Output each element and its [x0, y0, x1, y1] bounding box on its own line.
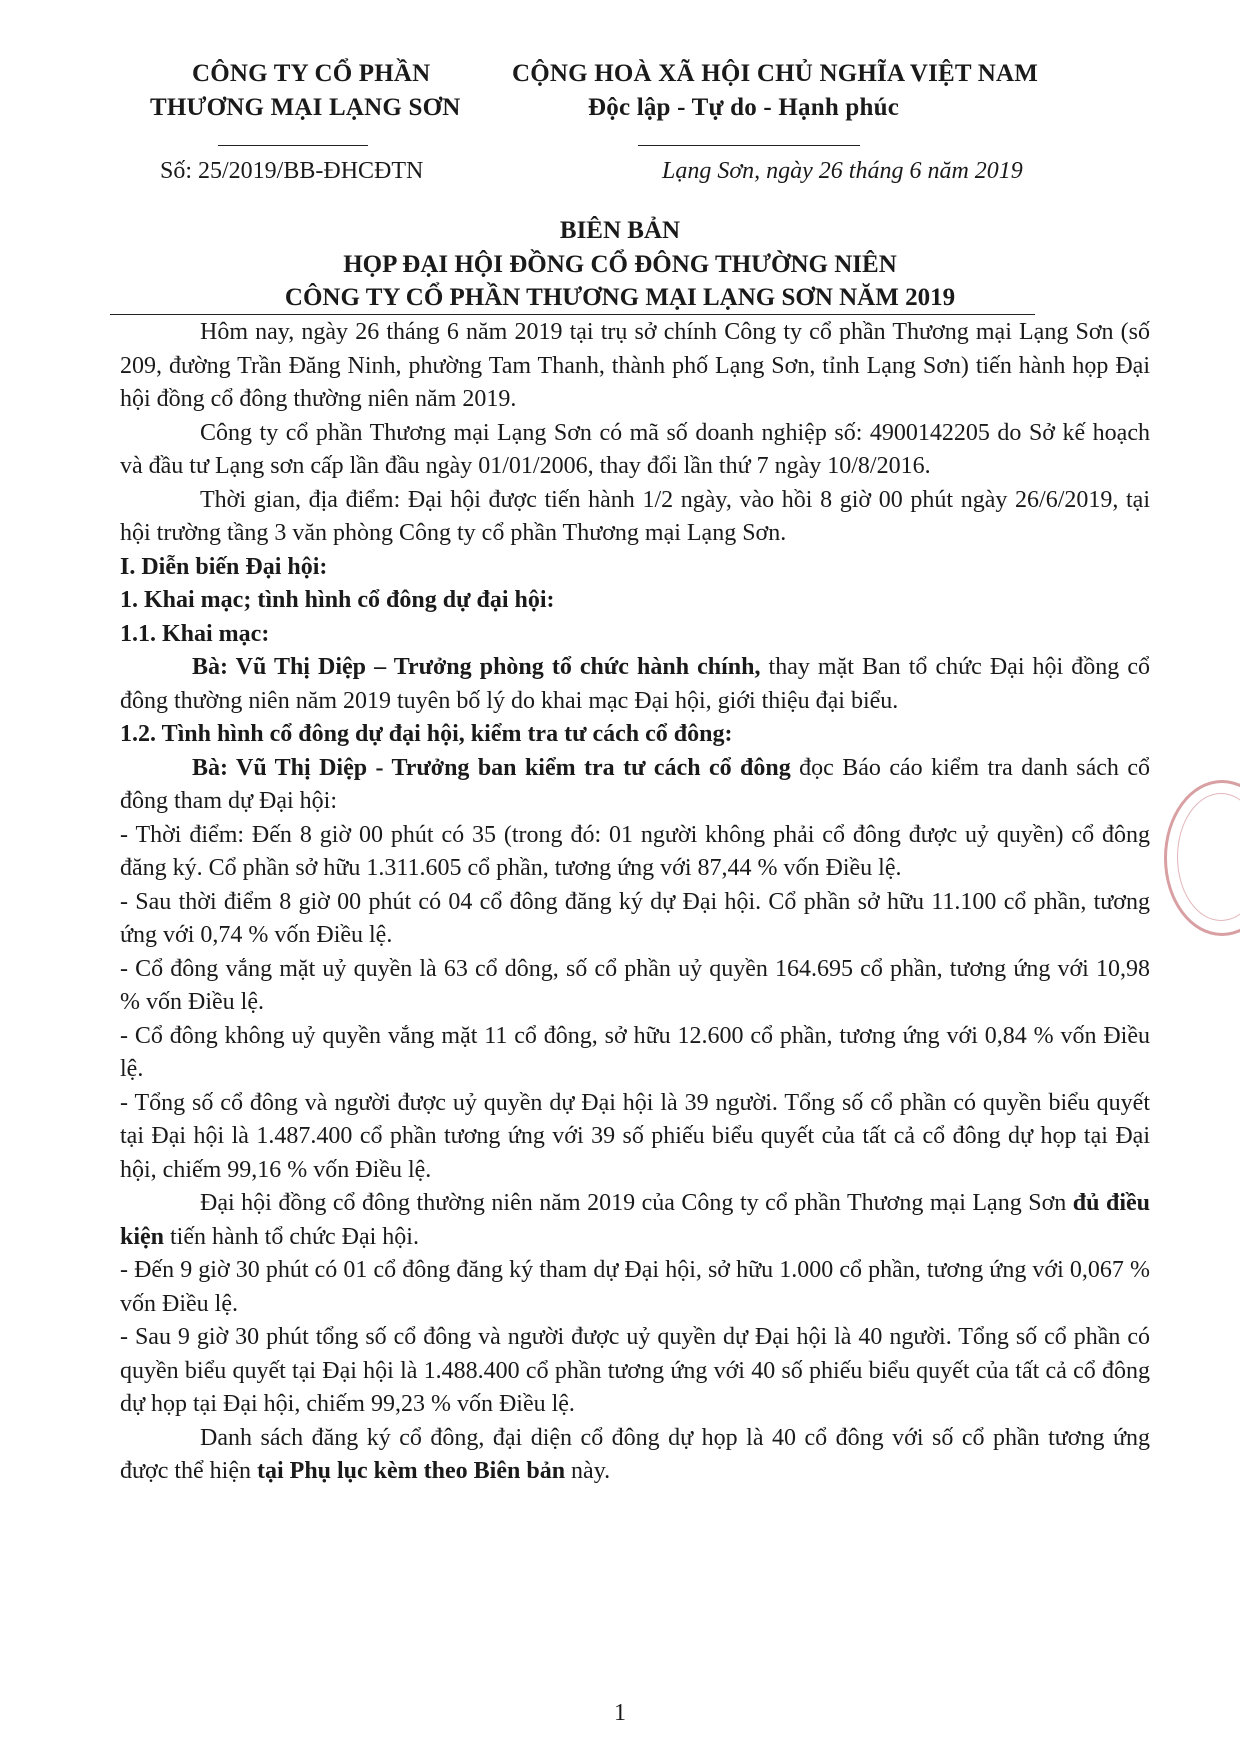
title-underline [110, 314, 1035, 315]
company-name-line1: CÔNG TY CỔ PHẦN [192, 60, 431, 87]
section-heading-1-1: 1.1. Khai mạc: [120, 620, 270, 647]
paragraph-appendix [120, 1422, 1150, 1489]
verification-speaker: Bà: Vũ Thị Diệp - Trưởng ban kiểm tra tư cách cổ đông [192, 754, 791, 781]
appendix-text-a: Danh sách đăng ký cổ đông, đại diện cổ đông dự họp là 40 cổ đông với số cổ phần tương ứng được thể hiện [120, 1424, 1150, 1484]
national-title: CỘNG HOÀ XÃ HỘI CHỦ NGHĨA VIỆT NAM [512, 60, 1039, 87]
national-motto: Độc lập - Tự do - Hạnh phúc [588, 94, 899, 121]
paragraph-time-location: Thời gian, địa điểm: Đại hội được tiến hành 1/2 ngày, vào hồi 8 giờ 00 phút ngày 26/6/2019, tại hội trường tầng 3 văn phòng Công ty cổ phần Thương mại Lạng Sơn. [120, 486, 1150, 546]
bullet-total-40: - Sau 9 giờ 30 phút tổng số cổ đông và người được uỷ quyền dự Đại hội là 40 người. Tổng số cổ phần có quyền biểu quyết tại Đại hội là 1.488.400 cổ phần tương ứng với 40 số phiếu biểu quyết của tất cả cổ đông dự họp tại Đại hội, chiếm 99,23 % vốn Điều lệ. [120, 1324, 1150, 1417]
document-number: Số: 25/2019/BB-ĐHCĐTN [160, 158, 424, 184]
document-title: BIÊN BẢN [559, 217, 681, 244]
document-subtitle-company: CÔNG TY CỔ PHẦN THƯƠNG MẠI LẠNG SƠN NĂM 2019 [284, 284, 956, 311]
paragraph-meeting-intro: Hôm nay, ngày 26 tháng 6 năm 2019 tại trụ sở chính Công ty cổ phần Thương mại Lạng Sơn (số 209, đường Trần Đăng Ninh, phường Tam Thanh, thành phố Lạng Sơn, tỉnh Lạng Sơn) tiến hành họp Đại hội đồng cổ đông thường niên năm 2019. [120, 319, 1150, 412]
bullet-9h30: - Đến 9 giờ 30 phút có 01 cổ đông đăng ký tham dự Đại hội, sở hữu 1.000 cổ phần, tương ứng với 0,067 % vốn Điều lệ. [120, 1257, 1150, 1317]
section-heading-1-2: 1.2. Tình hình cổ đông dự đại hội, kiểm tra tư cách cổ đông: [120, 721, 733, 747]
company-seal-partial [1164, 780, 1240, 936]
company-name-line2: THƯƠNG MẠI LẠNG SƠN [150, 94, 461, 121]
quorum-text-a: Đại hội đồng cổ đông thường niên năm 2019 của Công ty cổ phần Thương mại Lạng Sơn [200, 1190, 1073, 1216]
paragraph-company-registration: Công ty cổ phần Thương mại Lạng Sơn có mã số doanh nghiệp số: 4900142205 do Sở kế hoạch và đầu tư Lạng sơn cấp lần đầu ngày 01/01/2006, thay đổi lần thứ 7 ngày 10/8/2016. [120, 419, 1150, 479]
bullet-registered-8h: - Thời điểm: Đến 8 giờ 00 phút có 35 (trong đó: 01 người không phải cổ đông được uỷ quyền) cổ đông đăng ký. Cổ phần sở hữu 1.311.605 cổ phần, tương ứng với 87,44 % vốn Điều lệ. [120, 821, 1150, 881]
bullet-absent-no-proxy: - Cổ đông không uỷ quyền vắng mặt 11 cổ đông, sở hữu 12.600 cổ phần, tương ứng với 0,84 % vốn Điều lệ. [120, 1022, 1150, 1082]
bullet-total-39: - Tổng số cổ đông và người được uỷ quyền dự Đại hội là 39 người. Tổng số cổ phần có quyền biểu quyết tại Đại hội là 1.487.400 cổ phần tương ứng với 39 số phiếu biểu quyết của tất cả cổ đông dự họp tại Đại hội, chiếm 99,16 % vốn Điều lệ. [120, 1089, 1150, 1183]
document-subtitle: HỌP ĐẠI HỘI ĐỒNG CỔ ĐÔNG THƯỜNG NIÊN [343, 251, 897, 278]
bullet-after-8h: - Sau thời điểm 8 giờ 00 phút có 04 cổ đông đăng ký dự Đại hội. Cổ phần sở hữu 11.100 cổ phần, tương ứng với 0,74 % vốn Điều lệ. [120, 888, 1150, 948]
verification-text: đọc Báo cáo kiểm tra danh sách cổ đông tham dự Đại hội: [120, 754, 1150, 814]
paragraph-quorum [120, 1187, 1150, 1254]
place-and-date: Lạng Sơn, ngày 26 tháng 6 năm 2019 [662, 158, 1023, 184]
quorum-text-b: tiến hành tổ chức Đại hội. [164, 1223, 419, 1250]
minutes-body [120, 316, 1150, 1489]
quorum-bold: đủ điều kiện [120, 1190, 1151, 1250]
right-header-divider [638, 145, 860, 146]
paragraph-opening [120, 651, 1150, 718]
section-heading-1: 1. Khai mạc; tình hình cổ đông dự đại hội: [120, 587, 555, 613]
appendix-text-b: này. [565, 1458, 611, 1484]
opening-speaker: Bà: Vũ Thị Diệp – Trưởng phòng tổ chức hành chính, [192, 654, 761, 680]
left-header-divider [218, 145, 368, 146]
bullet-absent-proxy: - Cổ đông vắng mặt uỷ quyền là 63 cổ dông, số cổ phần uỷ quyền 164.695 cổ phần, tương ứng với 10,98 % vốn Điều lệ. [120, 955, 1150, 1015]
appendix-bold: tại Phụ lục kèm theo Biên bản [257, 1458, 566, 1484]
section-heading-i: I. Diễn biến Đại hội: [120, 553, 328, 580]
opening-text: thay mặt Ban tổ chức Đại hội đồng cổ đông thường niên năm 2019 tuyên bố lý do khai mạc Đại hội, giới thiệu đại biểu. [120, 654, 1150, 714]
paragraph-verification [120, 752, 1150, 819]
page-number: 1 [614, 1700, 626, 1726]
